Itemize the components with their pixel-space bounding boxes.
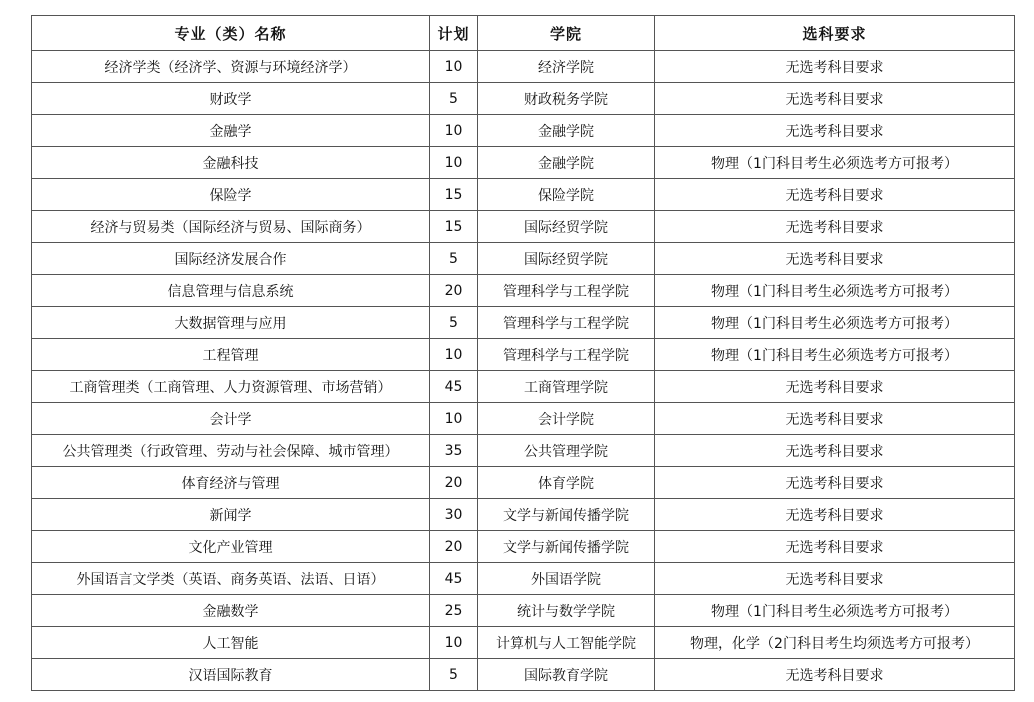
- cell-subject-requirement: 无选考科目要求: [655, 83, 1015, 115]
- cell-subject-requirement: 无选考科目要求: [655, 659, 1015, 691]
- cell-college: 外国语学院: [478, 563, 655, 595]
- cell-subject-requirement: 物理（1门科目考生必须选考方可报考）: [655, 595, 1015, 627]
- header-subject-requirement: 选科要求: [655, 16, 1015, 51]
- table-row: [32, 275, 1015, 307]
- cell-subject-requirement: 无选考科目要求: [655, 563, 1015, 595]
- cell-plan: 20: [430, 467, 478, 499]
- cell-college: 金融学院: [478, 147, 655, 179]
- cell-plan: 10: [430, 51, 478, 83]
- cell-subject-requirement: 物理（1门科目考生必须选考方可报考）: [655, 307, 1015, 339]
- table-row: [32, 659, 1015, 691]
- cell-plan: 15: [430, 211, 478, 243]
- table-body: [32, 51, 1015, 691]
- cell-major-name: 汉语国际教育: [32, 659, 430, 691]
- cell-major-name: 工程管理: [32, 339, 430, 371]
- table-row: [32, 627, 1015, 659]
- cell-college: 文学与新闻传播学院: [478, 531, 655, 563]
- document-page: [31, 15, 1015, 691]
- cell-college: 保险学院: [478, 179, 655, 211]
- table-row: [32, 435, 1015, 467]
- table-row: [32, 211, 1015, 243]
- cell-subject-requirement: 物理（1门科目考生必须选考方可报考）: [655, 147, 1015, 179]
- cell-plan: 45: [430, 371, 478, 403]
- table-row: [32, 83, 1015, 115]
- cell-plan: 30: [430, 499, 478, 531]
- cell-college: 国际经贸学院: [478, 211, 655, 243]
- cell-college: 管理科学与工程学院: [478, 307, 655, 339]
- cell-subject-requirement: 无选考科目要求: [655, 531, 1015, 563]
- cell-major-name: 会计学: [32, 403, 430, 435]
- cell-subject-requirement: 无选考科目要求: [655, 435, 1015, 467]
- cell-subject-requirement: 无选考科目要求: [655, 403, 1015, 435]
- cell-major-name: 工商管理类（工商管理、人力资源管理、市场营销）: [32, 371, 430, 403]
- table-row: [32, 307, 1015, 339]
- cell-subject-requirement: 无选考科目要求: [655, 179, 1015, 211]
- cell-major-name: 公共管理类（行政管理、劳动与社会保障、城市管理）: [32, 435, 430, 467]
- cell-plan: 5: [430, 243, 478, 275]
- cell-plan: 25: [430, 595, 478, 627]
- cell-major-name: 经济学类（经济学、资源与环境经济学）: [32, 51, 430, 83]
- cell-college: 工商管理学院: [478, 371, 655, 403]
- cell-college: 计算机与人工智能学院: [478, 627, 655, 659]
- header-college: 学院: [478, 16, 655, 51]
- cell-subject-requirement: 无选考科目要求: [655, 51, 1015, 83]
- cell-plan: 10: [430, 627, 478, 659]
- cell-college: 国际教育学院: [478, 659, 655, 691]
- cell-plan: 5: [430, 659, 478, 691]
- table-row: [32, 499, 1015, 531]
- table-row: [32, 403, 1015, 435]
- cell-college: 国际经贸学院: [478, 243, 655, 275]
- cell-major-name: 经济与贸易类（国际经济与贸易、国际商务）: [32, 211, 430, 243]
- cell-plan: 45: [430, 563, 478, 595]
- cell-subject-requirement: 无选考科目要求: [655, 243, 1015, 275]
- cell-plan: 10: [430, 403, 478, 435]
- cell-major-name: 大数据管理与应用: [32, 307, 430, 339]
- cell-subject-requirement: 无选考科目要求: [655, 499, 1015, 531]
- cell-major-name: 文化产业管理: [32, 531, 430, 563]
- cell-plan: 10: [430, 147, 478, 179]
- table-row: [32, 563, 1015, 595]
- cell-major-name: 金融科技: [32, 147, 430, 179]
- cell-college: 统计与数学学院: [478, 595, 655, 627]
- cell-subject-requirement: 无选考科目要求: [655, 467, 1015, 499]
- header-major-name: 专业（类）名称: [32, 16, 430, 51]
- cell-college: 金融学院: [478, 115, 655, 147]
- cell-plan: 10: [430, 339, 478, 371]
- cell-college: 经济学院: [478, 51, 655, 83]
- cell-college: 管理科学与工程学院: [478, 339, 655, 371]
- table-row: [32, 179, 1015, 211]
- cell-major-name: 外国语言文学类（英语、商务英语、法语、日语）: [32, 563, 430, 595]
- cell-plan: 10: [430, 115, 478, 147]
- cell-college: 财政税务学院: [478, 83, 655, 115]
- cell-major-name: 金融数学: [32, 595, 430, 627]
- cell-plan: 20: [430, 531, 478, 563]
- cell-major-name: 体育经济与管理: [32, 467, 430, 499]
- cell-subject-requirement: 物理（1门科目考生必须选考方可报考）: [655, 275, 1015, 307]
- cell-subject-requirement: 无选考科目要求: [655, 371, 1015, 403]
- cell-college: 管理科学与工程学院: [478, 275, 655, 307]
- cell-subject-requirement: 物理（1门科目考生必须选考方可报考）: [655, 339, 1015, 371]
- cell-plan: 15: [430, 179, 478, 211]
- cell-subject-requirement: 物理，化学（2门科目考生均须选考方可报考）: [655, 627, 1015, 659]
- cell-plan: 35: [430, 435, 478, 467]
- cell-plan: 5: [430, 307, 478, 339]
- table-header: [32, 16, 1015, 51]
- table-row: [32, 51, 1015, 83]
- cell-major-name: 金融学: [32, 115, 430, 147]
- cell-subject-requirement: 无选考科目要求: [655, 115, 1015, 147]
- cell-major-name: 人工智能: [32, 627, 430, 659]
- header-plan: 计划: [430, 16, 478, 51]
- cell-college: 公共管理学院: [478, 435, 655, 467]
- cell-major-name: 财政学: [32, 83, 430, 115]
- cell-subject-requirement: 无选考科目要求: [655, 211, 1015, 243]
- cell-major-name: 国际经济发展合作: [32, 243, 430, 275]
- cell-college: 会计学院: [478, 403, 655, 435]
- cell-major-name: 新闻学: [32, 499, 430, 531]
- table-row: [32, 147, 1015, 179]
- table-row: [32, 531, 1015, 563]
- table-row: [32, 339, 1015, 371]
- cell-major-name: 信息管理与信息系统: [32, 275, 430, 307]
- cell-major-name: 保险学: [32, 179, 430, 211]
- cell-college: 文学与新闻传播学院: [478, 499, 655, 531]
- cell-college: 体育学院: [478, 467, 655, 499]
- table-row: [32, 595, 1015, 627]
- header-row: [32, 16, 1015, 51]
- enrollment-plan-table: [31, 15, 1015, 691]
- table-row: [32, 467, 1015, 499]
- cell-plan: 5: [430, 83, 478, 115]
- cell-plan: 20: [430, 275, 478, 307]
- table-row: [32, 371, 1015, 403]
- table-row: [32, 243, 1015, 275]
- table-row: [32, 115, 1015, 147]
